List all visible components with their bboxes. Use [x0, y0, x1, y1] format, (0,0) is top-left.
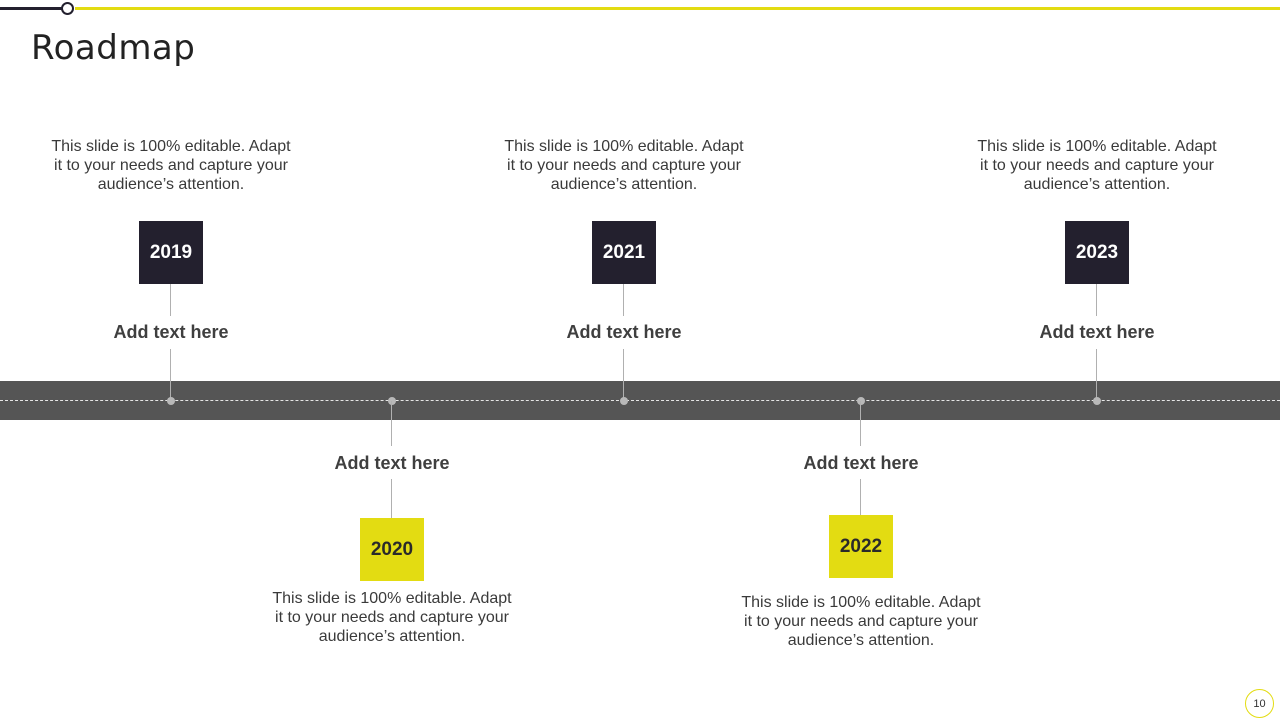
- road-marker-dot: [857, 397, 865, 405]
- connector-line: [1096, 284, 1097, 316]
- milestone-label: Add text here: [1039, 322, 1155, 342]
- connector-line: [391, 401, 392, 446]
- year-box: 2022: [829, 515, 893, 578]
- connector-line: [623, 284, 624, 316]
- year-box: 2020: [360, 518, 424, 581]
- road-marker-dot: [620, 397, 628, 405]
- slide-title: Roadmap: [31, 28, 196, 68]
- year-box: 2023: [1065, 221, 1129, 284]
- connector-line: [623, 349, 624, 401]
- road-center-dashes: [0, 400, 1280, 401]
- road-marker-dot: [1093, 397, 1101, 405]
- connector-line: [860, 401, 861, 446]
- connector-line: [860, 479, 861, 515]
- milestone-label: Add text here: [803, 453, 919, 473]
- milestone-description: This slide is 100% editable. Adapt it to your needs and capture your audience’s attention.: [977, 138, 1217, 193]
- year-box: 2019: [139, 221, 203, 284]
- connector-line: [170, 284, 171, 316]
- header-rule-accent: [75, 7, 1280, 10]
- road-marker-dot: [388, 397, 396, 405]
- road-marker-dot: [167, 397, 175, 405]
- milestone-description: This slide is 100% editable. Adapt it to your needs and capture your audience’s attention.: [504, 138, 744, 193]
- header-rule-dark: [0, 7, 62, 10]
- page-number: 10: [1245, 689, 1274, 718]
- milestone-description: This slide is 100% editable. Adapt it to your needs and capture your audience’s attention.: [272, 590, 512, 645]
- connector-line: [391, 479, 392, 518]
- connector-line: [1096, 349, 1097, 401]
- milestone-label: Add text here: [566, 322, 682, 342]
- connector-line: [170, 349, 171, 401]
- header-ring-icon: [61, 2, 74, 15]
- year-box: 2021: [592, 221, 656, 284]
- milestone-label: Add text here: [113, 322, 229, 342]
- milestone-description: This slide is 100% editable. Adapt it to your needs and capture your audience’s attention.: [51, 138, 291, 193]
- milestone-label: Add text here: [334, 453, 450, 473]
- milestone-description: This slide is 100% editable. Adapt it to your needs and capture your audience’s attention.: [741, 594, 981, 649]
